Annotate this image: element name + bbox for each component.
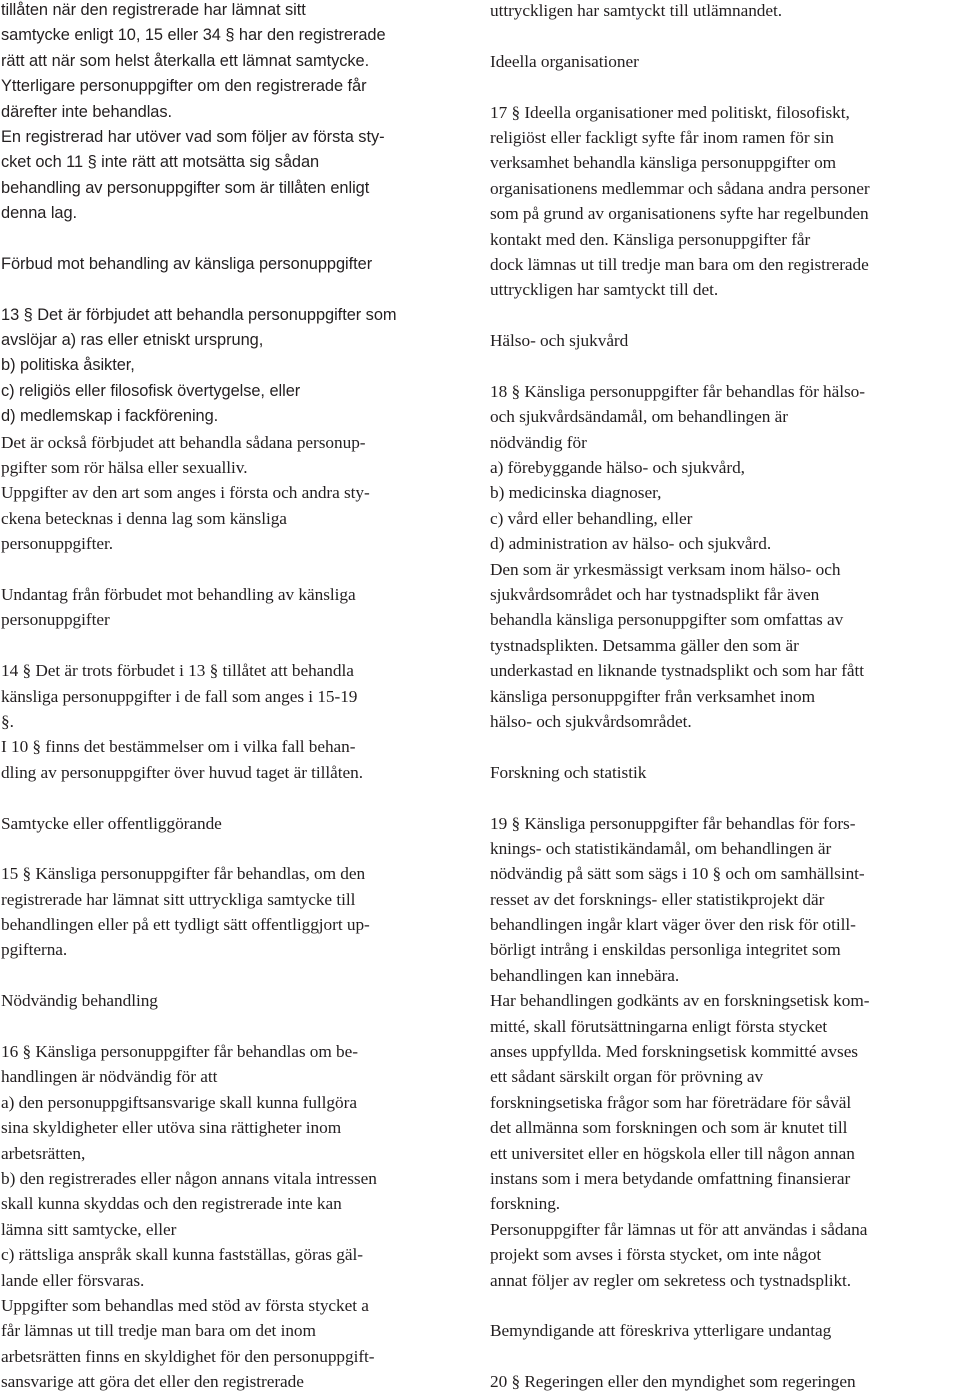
paragraph-gap: [1, 963, 471, 988]
text-line: personuppgifter.: [1, 534, 113, 554]
text-line: d) medlemskap i fackförening.: [1, 407, 219, 426]
text-line: b) den registrerades eller någon annans vitala intressen: [1, 1168, 377, 1188]
text-line: a) förebyggande hälso- och sjukvård,: [490, 458, 745, 478]
text-line: 19 § Känsliga personuppgifter får behandlas för fors-: [490, 813, 856, 833]
paragraph-gap: [1, 557, 471, 582]
text-line: pgifterna.: [1, 940, 68, 960]
text-line: resset av det forsknings- eller statistikprojekt där: [490, 889, 825, 909]
text-line: Bemyndigande att föreskriva ytterligare undantag: [490, 1321, 832, 1341]
paragraph-gap: [490, 1293, 960, 1318]
text-line: Samtycke eller offentliggörande: [1, 813, 222, 833]
text-line: avslöjar a) ras eller etniskt ursprung,: [1, 331, 264, 350]
text-line: behandling av personuppgifter som är tillåten enligt: [1, 178, 370, 197]
paragraph-gap: [490, 74, 960, 99]
text-line: organisationens medlemmar och sådana andra personer: [490, 178, 870, 198]
text-line: känsliga personuppgifter i de fall som anges i 15-19: [1, 686, 358, 706]
text-line: forskningsetiska frågor som har företrädare för såväl: [490, 1092, 852, 1112]
text-line: tillåten när den registrerade har lämnat sitt: [1, 1, 306, 19]
text-line: behandlingen ingår klart väger över den risk för otill-: [490, 915, 856, 935]
text-line: känsliga personuppgifter från verksamhet inom: [490, 686, 816, 706]
text-line: behandlingen eller på ett tydligt sätt offentliggjort up-: [1, 915, 370, 935]
text-line: uttryckligen har samtyckt till utlämnandet.: [490, 1, 783, 20]
text-line: dock lämnas ut till tredje man bara om den registrerade: [490, 254, 869, 274]
text-line: Hälso- och sjukvård: [490, 331, 629, 351]
paragraph-gap: [1, 277, 471, 302]
text-line: hälso- och sjukvårdsområdet.: [490, 711, 692, 731]
text-line: arbetsrätten,: [1, 1143, 86, 1163]
text-line: 16 § Känsliga personuppgifter får behandlas om be-: [1, 1042, 358, 1062]
paragraph-gap: [490, 734, 960, 759]
text-line: Ytterligare personuppgifter om den registrerade får: [1, 77, 367, 96]
text-line: får lämnas ut till tredje man bara om det inom: [1, 1321, 316, 1341]
left-column: [1, 0, 471, 1393]
paragraph-gap: [1, 227, 471, 252]
text-line: och sjukvårdsändamål, om behandlingen är: [490, 407, 788, 427]
text-line: a) den personuppgiftsansvarige skall kunna fullgöra: [1, 1092, 357, 1112]
text-line: nödvändig för: [490, 432, 587, 452]
text-line: Forskning och statistik: [490, 762, 647, 782]
text-line: Uppgifter av den art som anges i första och andra sty-: [1, 483, 370, 503]
paragraph-gap: [1, 1014, 471, 1039]
paragraph-gap: [1, 836, 471, 861]
text-line: religiöst eller fackligt syfte får inom ramen för sin: [490, 127, 834, 147]
text-line: 15 § Känsliga personuppgifter får behandlas, om den: [1, 864, 366, 884]
right-column: [490, 0, 960, 1393]
text-line: knings- och statistikändamål, om behandlingen är: [490, 838, 832, 858]
text-line: Den som är yrkesmässigt verksam inom hälso- och: [490, 559, 841, 579]
text-line: c) religiös eller filosofisk övertygelse, eller: [1, 381, 301, 400]
text-line: samtycke enligt 10, 15 eller 34 § har den registrerade: [1, 26, 386, 45]
text-line: registrerade har lämnat sitt uttryckliga samtycke till: [1, 889, 356, 909]
paragraph-gap: [1, 785, 471, 810]
text-line: lande eller försvaras.: [1, 1270, 145, 1290]
text-line: uttryckligen har samtyckt till det.: [490, 280, 719, 300]
text-line: underkastad en liknande tystnadsplikt och som har fått: [490, 661, 865, 681]
text-line: c) rättsliga anspråk skall kunna fastställas, göras gäl-: [1, 1245, 363, 1265]
text-line: I 10 § finns det bestämmelser om i vilka fall behan-: [1, 737, 356, 757]
text-line: behandla känsliga personuppgifter som omfattas av: [490, 610, 844, 630]
text-line: forskning.: [490, 1194, 561, 1214]
text-line: arbetsrätten finns en skyldighet för den personuppgift-: [1, 1346, 375, 1366]
text-line: kontakt med den. Känsliga personuppgifter får: [490, 229, 811, 249]
text-line: tystnadsplikten. Detsamma gäller den som är: [490, 635, 799, 655]
text-line: pgifter som rör hälsa eller sexualliv.: [1, 458, 248, 478]
text-line: Har behandlingen godkänts av en forskningsetisk kom-: [490, 991, 870, 1011]
text-line: annat följer av regler om sekretess och tystnadsplikt.: [490, 1270, 852, 1290]
text-line: projekt som avses i första stycket, om inte något: [490, 1245, 822, 1265]
text-line: ett sådant särskilt organ för prövning av: [490, 1067, 764, 1087]
text-line: Personuppgifter får lämnas ut för att användas i sådana: [490, 1219, 868, 1239]
text-line: 13 § Det är förbjudet att behandla personuppgifter som: [1, 305, 397, 324]
text-line: Uppgifter som behandlas med stöd av första stycket a: [1, 1295, 369, 1315]
text-line: dling av personuppgifter över huvud taget är tillåten.: [1, 762, 364, 782]
text-line: Det är också förbjudet att behandla sådana personup-: [1, 432, 366, 452]
paragraph-gap: [490, 353, 960, 378]
paragraph-gap: [490, 785, 960, 810]
text-line: instans som i mera betydande omfattning finansierar: [490, 1168, 851, 1188]
text-line: verksamhet behandla känsliga personuppgifter om: [490, 153, 837, 173]
paragraph-gap: [490, 23, 960, 48]
text-line: denna lag.: [1, 204, 78, 223]
text-line: skall kunna skyddas och den registrerade inte kan: [1, 1194, 342, 1214]
text-line: 14 § Det är trots förbudet i 13 § tillåtet att behandla: [1, 661, 354, 681]
text-line: d) administration av hälso- och sjukvård.: [490, 534, 772, 554]
text-line: sina skyldigheter eller utöva sina rättigheter inom: [1, 1118, 342, 1138]
text-line: §.: [1, 711, 14, 731]
text-line: sjukvårdsområdet och har tystnadsplikt får även: [490, 584, 820, 604]
text-line: som på grund av organisationens syfte har regelbunden: [490, 204, 869, 224]
text-line: 20 § Regeringen eller den myndighet som regeringen: [490, 1372, 856, 1392]
text-line: Ideella organisationer: [490, 51, 639, 71]
text-line: 18 § Känsliga personuppgifter får behandlas för hälso-: [490, 381, 865, 401]
text-line: 17 § Ideella organisationer med politiskt, filosofiskt,: [490, 102, 850, 122]
text-line: Undantag från förbudet mot behandling av känsliga: [1, 584, 356, 604]
paragraph-gap: [1, 633, 471, 658]
text-line: ckena betecknas i denna lag som känsliga: [1, 508, 287, 528]
text-line: därefter inte behandlas.: [1, 102, 173, 121]
paragraph-gap: [490, 1344, 960, 1369]
text-line: börligt intrång i enskildas personliga integritet som: [490, 940, 841, 960]
text-line: cket och 11 § inte rätt att motsätta sig sådan: [1, 153, 320, 172]
text-line: En registrerad har utöver vad som följer av första sty-: [1, 127, 385, 146]
text-line: anses uppfyllda. Med forskningsetisk kommitté avses: [490, 1042, 858, 1062]
paragraph-gap: [490, 303, 960, 328]
text-line: Förbud mot behandling av känsliga personuppgifter: [1, 254, 373, 273]
text-line: behandlingen kan innebära.: [490, 965, 680, 985]
text-line: Nödvändig behandling: [1, 991, 158, 1011]
text-line: b) politiska åsikter,: [1, 356, 135, 375]
text-line: lämna sitt samtycke, eller: [1, 1219, 177, 1239]
text-line: personuppgifter: [1, 610, 110, 630]
text-line: b) medicinska diagnoser,: [490, 483, 662, 503]
text-line: mitté, skall förutsättningarna enligt första stycket: [490, 1016, 828, 1036]
text-line: sansvarige att göra det eller den registrerade: [1, 1372, 304, 1392]
text-line: handlingen är nödvändig för att: [1, 1067, 218, 1087]
text-line: c) vård eller behandling, eller: [490, 508, 693, 528]
text-line: det allmänna som forskningen och som är knutet till: [490, 1118, 848, 1138]
text-line: nödvändig på sätt som sägs i 10 § och om samhällsint-: [490, 864, 865, 884]
text-line: rätt att när som helst återkalla ett lämnat samtycke.: [1, 51, 370, 70]
text-line: ett universitet eller en högskola eller till någon annan: [490, 1143, 855, 1163]
